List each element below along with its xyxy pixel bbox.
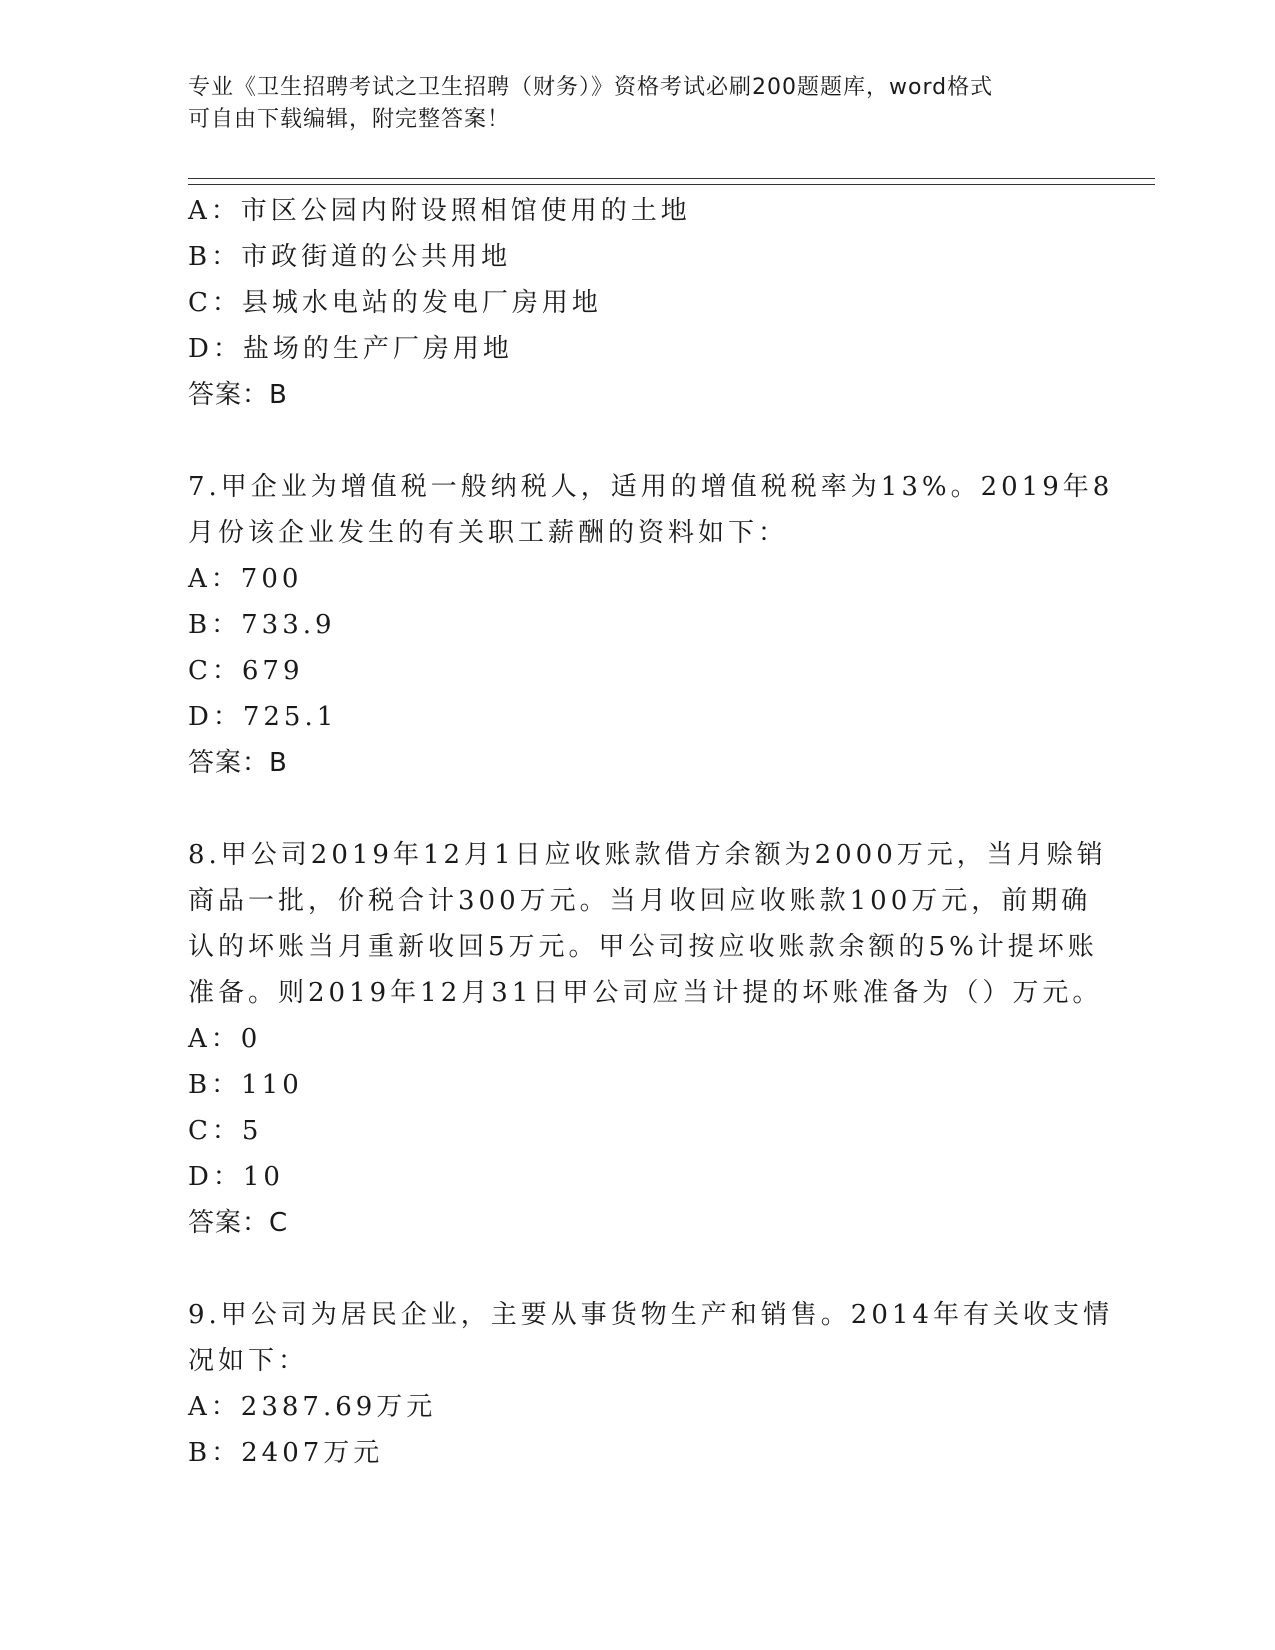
- spacer: [188, 786, 1088, 832]
- option-b: B：2407万元: [188, 1438, 384, 1468]
- option-a: A：2387.69万元: [188, 1392, 437, 1422]
- question-stem-line: 月份该企业发生的有关职工薪酬的资料如下：: [188, 518, 789, 548]
- option-a: A：700: [188, 564, 303, 594]
- document-header: [188, 72, 1088, 136]
- option-d: D：盐场的生产厂房用地: [188, 334, 513, 364]
- question-8: [188, 832, 1107, 1246]
- question-stem-line: 9.甲公司为居民企业，主要从事货物生产和销售。2014年有关收支情: [188, 1300, 1113, 1330]
- header-line-1: 专业《卫生招聘考试之卫生招聘（财务）》资格考试必刷200题题库，word格式: [188, 75, 994, 100]
- question-stem-line: 商品一批，价税合计300万元。当月收回应收账款100万元，前期确: [188, 886, 1092, 916]
- option-c: C：5: [188, 1116, 263, 1146]
- option-d: D：10: [188, 1162, 284, 1192]
- spacer: [188, 418, 1088, 464]
- option-b: B：733.9: [188, 610, 336, 640]
- question-stem-line: 况如下：: [188, 1346, 309, 1376]
- answer-label: 答案：B: [188, 380, 288, 410]
- answer-label: 答案：C: [188, 1208, 289, 1238]
- question-6: [188, 188, 1088, 418]
- answer-label: 答案：B: [188, 748, 288, 778]
- option-c: C：县城水电站的发电厂房用地: [188, 288, 602, 318]
- question-stem-line: 7.甲企业为增值税一般纳税人，适用的增值税税率为13%。2019年8: [188, 472, 1114, 502]
- option-a: A：0: [188, 1024, 262, 1054]
- header-divider-top: [188, 178, 1155, 179]
- option-b: B：110: [188, 1070, 303, 1100]
- question-stem-line: 认的坏账当月重新收回5万元。甲公司按应收账款余额的5%计提坏账: [188, 932, 1098, 962]
- question-9: [188, 1292, 1113, 1476]
- question-stem-line: 准备。则2019年12月31日甲公司应当计提的坏账准备为（）万元。: [188, 978, 1103, 1008]
- option-a: A：市区公园内附设照相馆使用的土地: [188, 196, 691, 226]
- question-stem-line: 8.甲公司2019年12月1日应收账款借方余额为2000万元，当月赊销: [188, 840, 1107, 870]
- question-7: [188, 464, 1114, 786]
- option-c: C：679: [188, 656, 304, 686]
- header-divider-bottom: [188, 184, 1155, 185]
- option-d: D：725.1: [188, 702, 338, 732]
- question-list: [188, 188, 1114, 1476]
- spacer: [188, 1246, 1088, 1292]
- header-line-2: 可自由下载编辑，附完整答案！: [188, 107, 511, 132]
- option-b: B：市政街道的公共用地: [188, 242, 512, 272]
